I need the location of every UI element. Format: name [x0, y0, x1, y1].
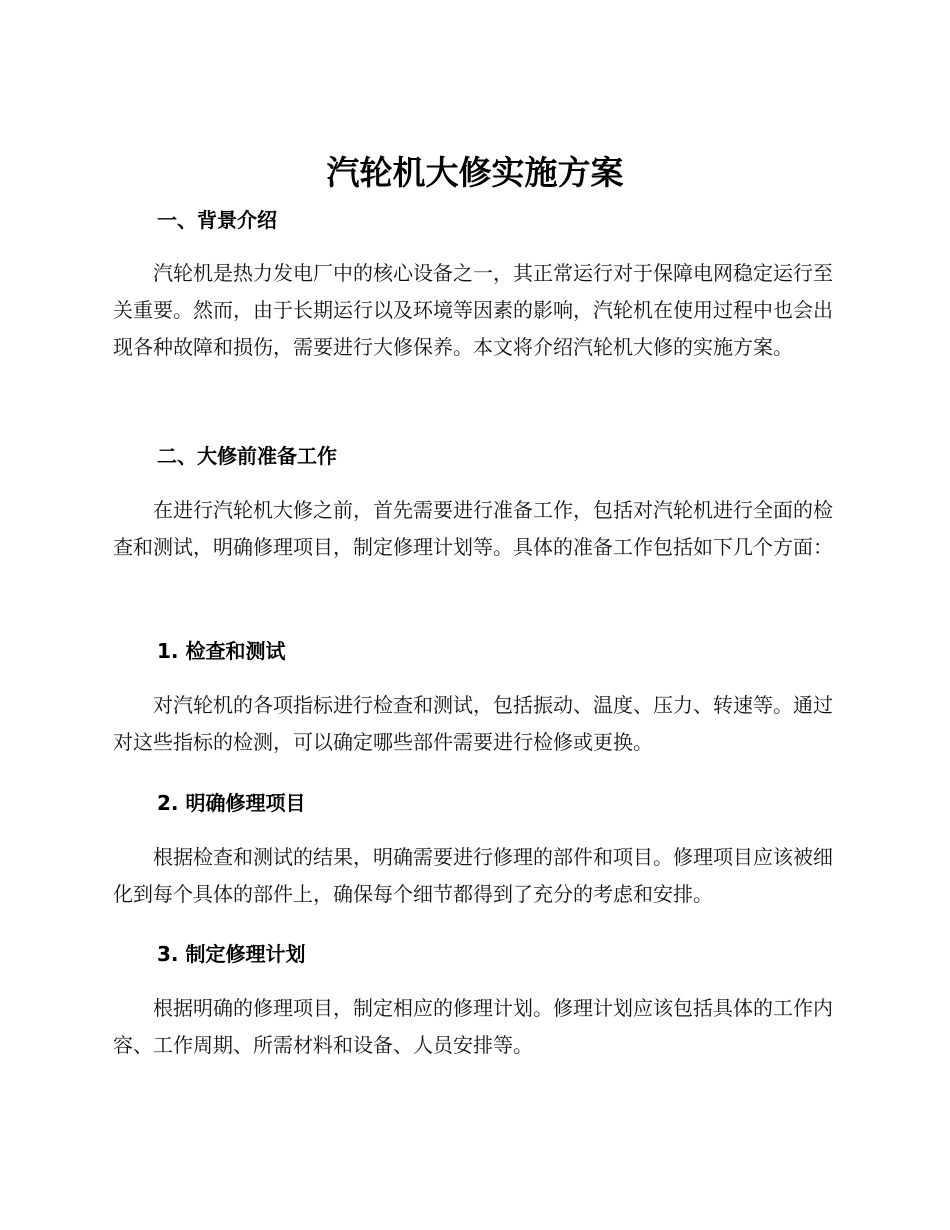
section-heading-preparation: 二、大修前准备工作 [157, 444, 337, 468]
section-heading-repair-items: 2. 明确修理项目 [157, 791, 306, 815]
section-paragraph-repair-items: 根据检查和测试的结果，明确需要进行修理的部件和项目。修理项目应该被细化到每个具体的部件上，确保每个细节都得到了充分的考虑和安排。 [113, 845, 833, 906]
section-paragraph-background: 汽轮机是热力发电厂中的核心设备之一，其正常运行对于保障电网稳定运行至关重要。然而，由于长期运行以及环境等因素的影响，汽轮机在使用过程中也会出现各种故障和损伤，需要进行大修保养。本文将介绍汽轮机大修的实施方案。 [113, 261, 833, 359]
section-heading-inspection: 1. 检查和测试 [157, 639, 286, 663]
section-paragraph-inspection: 对汽轮机的各项指标进行检查和测试，包括振动、温度、压力、转速等。通过对这些指标的检测，可以确定哪些部件需要进行检修或更换。 [113, 693, 833, 754]
section-paragraph-repair-plan: 根据明确的修理项目，制定相应的修理计划。修理计划应该包括具体的工作内容、工作周期、所需材料和设备、人员安排等。 [113, 996, 833, 1057]
section-paragraph-preparation: 在进行汽轮机大修之前，首先需要进行准备工作，包括对汽轮机进行全面的检查和测试，明确修理项目，制定修理计划等。具体的准备工作包括如下几个方面： [113, 498, 833, 559]
section-heading-background: 一、背景介绍 [157, 208, 277, 232]
section-heading-repair-plan: 3. 制定修理计划 [157, 942, 306, 966]
document-title: 汽轮机大修实施方案 [326, 153, 624, 192]
